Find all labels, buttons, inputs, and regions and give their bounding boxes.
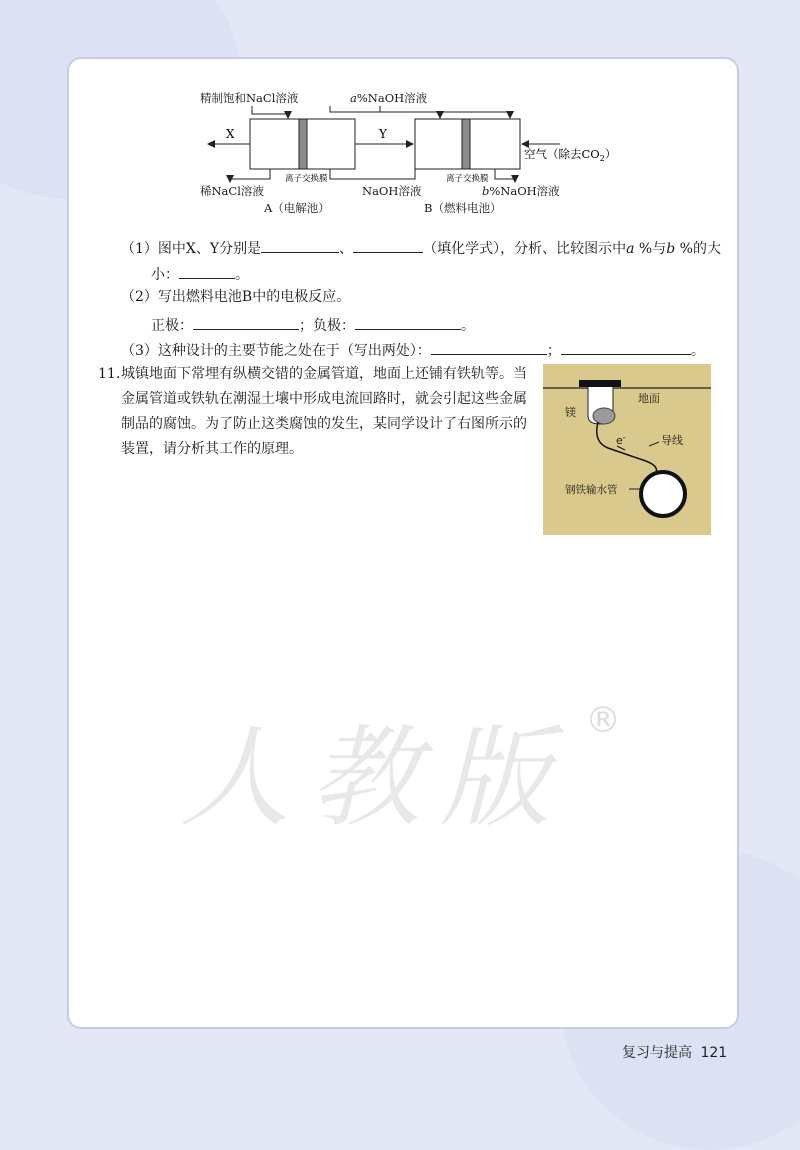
problem-11-line-4: 装置，请分析其工作的原理。: [121, 441, 303, 457]
pipe-label: 钢铁输水管: [565, 484, 618, 496]
steel-pipe: [641, 472, 685, 516]
answer-blank[interactable]: [179, 262, 235, 279]
air-label: 空气（除去$CO_2$）: [524, 147, 617, 163]
x-label: X: [226, 127, 235, 141]
out-nacl-label: 稀NaCl溶液: [200, 184, 264, 198]
y-label: Y: [379, 127, 387, 141]
page-footer: [622, 1042, 727, 1062]
membrane-b: [462, 119, 470, 169]
problem-11-line-3: 制品的腐蚀。为了防止这类腐蚀的发生，某同学设计了右图所示的: [121, 416, 527, 432]
publisher-watermark: 人教版: [180, 714, 570, 842]
registered-mark: ®: [585, 700, 621, 741]
membrane-a-label: 离子交换膜: [285, 174, 328, 184]
out-naoh-label: NaOH溶液: [362, 184, 422, 198]
question-3-line: （3）这种设计的主要节能之处在于（写出两处）： ； 。: [121, 338, 705, 361]
answer-blank[interactable]: [193, 313, 299, 330]
soil-background: [543, 364, 711, 535]
out-naoh-b-label: b%NaOH溶液: [482, 184, 560, 198]
naoh-transfer-line: [330, 169, 415, 179]
membrane-a: [299, 119, 307, 169]
electron-label: e-: [616, 433, 626, 447]
question-1-line-1: （1）图中X、Y分别是 、 （填化学式），分析、比较图示中a %与b %的大: [121, 236, 721, 259]
mg-label: 镁: [565, 406, 576, 419]
ground-label: 地面: [638, 392, 660, 405]
cap-plate: [579, 380, 621, 387]
feed-nacl-arrow: [252, 106, 288, 118]
question-2-line-1: （2）写出燃料电池B中的电极反应。: [121, 289, 351, 305]
membrane-b-label: 离子交换膜: [446, 174, 489, 184]
nacl-outlet-arrow: [230, 169, 270, 182]
answer-blank[interactable]: [353, 236, 423, 253]
magnesium-block: [593, 408, 615, 424]
electrolysis-fuel-cell-diagram: [190, 84, 630, 219]
answer-blank[interactable]: [261, 236, 339, 253]
naoh-feed-line: [330, 106, 440, 112]
question-1-line-2: 小： 。: [151, 262, 249, 285]
question-2-line-2: 正极： ；负极： 。: [151, 313, 475, 336]
feed-naoh-label: a%NaOH溶液: [350, 91, 428, 105]
wire-label: 导线: [661, 434, 683, 447]
answer-blank[interactable]: [355, 313, 461, 330]
problem-11-line-2: 金属管道或铁轨在潮湿土壤中形成电流回路时，就会引起这些金属: [121, 391, 527, 407]
naoh-b-outlet-arrow: [495, 169, 515, 182]
answer-blank[interactable]: [561, 338, 691, 355]
page-number: 121: [700, 1045, 728, 1061]
feed-nacl-label: 精制饱和NaCl溶液: [200, 91, 299, 105]
cell-a-label: A（电解池）: [264, 201, 330, 215]
cell-b-label: B（燃料电池）: [424, 201, 502, 215]
problem-11-line-1: 城镇地面下常埋有纵横交错的金属管道，地面上还铺有铁轨等。当: [121, 366, 527, 382]
footer-section: 复习与提高: [622, 1045, 692, 1061]
sacrificial-anode-figure: [543, 364, 711, 535]
answer-blank[interactable]: [431, 338, 547, 355]
problem-11-number: 11.: [98, 366, 121, 382]
